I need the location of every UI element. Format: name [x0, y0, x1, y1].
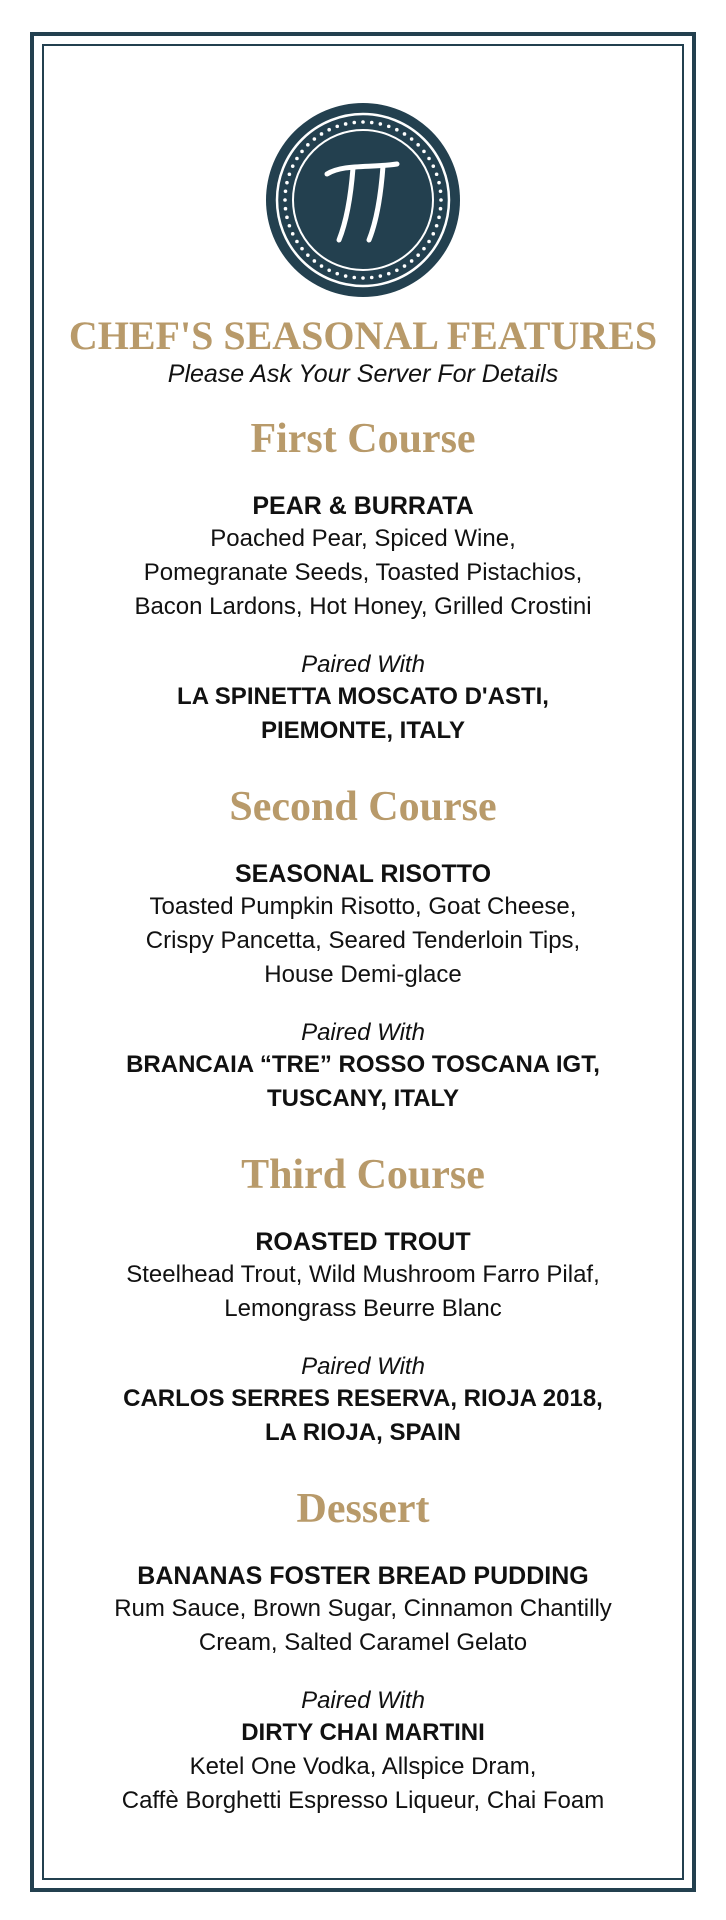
logo-dot	[403, 264, 407, 268]
logo-dot	[313, 259, 317, 263]
description-line: Caffè Borghetti Espresso Liqueur, Chai Foam	[121, 1787, 605, 1814]
menu-header	[42, 314, 684, 388]
logo-dot	[352, 276, 356, 280]
dish-name: SEASONAL RISOTTO	[234, 860, 492, 888]
logo-dot	[313, 137, 317, 141]
logo-dot	[335, 125, 339, 129]
course-second	[42, 782, 684, 1116]
dish-name: BANANAS FOSTER BREAD PUDDING	[137, 1562, 589, 1590]
logo-dot	[288, 224, 292, 228]
description-line: Pomegranate Seeds, Toasted Pistachios,	[143, 559, 583, 586]
dish-name: ROASTED TROUT	[255, 1228, 471, 1256]
logo-dot	[344, 122, 348, 126]
logo-dot	[437, 216, 441, 220]
logo-dot	[370, 121, 374, 125]
logo-dot	[288, 172, 292, 176]
wine-pairing	[42, 1382, 684, 1450]
course-heading: Dessert	[296, 1486, 430, 1532]
logo-dot	[427, 240, 431, 244]
description-line: Toasted Pumpkin Risotto, Goat Cheese,	[149, 893, 577, 920]
logo-dot	[285, 216, 289, 220]
logo-dot	[431, 232, 435, 236]
wine-line: TUSCANY, ITALY	[266, 1085, 460, 1112]
logo-dot	[320, 132, 324, 136]
logo-dot	[284, 207, 288, 211]
wine-line: BRANCAIA “TRE” ROSSO TOSCANA IGT,	[126, 1051, 600, 1078]
page-title: CHEF'S SEASONAL FEATURES	[68, 313, 658, 358]
page-subtitle: Please Ask Your Server For Details	[167, 360, 559, 388]
logo-dot	[370, 276, 374, 280]
logo-dot	[284, 189, 288, 193]
logo-dot	[416, 253, 420, 257]
menu-content	[42, 44, 684, 1880]
logo-dot	[395, 268, 399, 272]
logo-dot	[379, 274, 383, 278]
logo-dot	[410, 259, 414, 263]
logo-dot	[320, 264, 324, 268]
cocktail-description	[42, 1750, 684, 1818]
paired-with-label: Paired With	[301, 1019, 425, 1046]
logo-dot	[295, 240, 299, 244]
logo-dot	[300, 247, 304, 251]
logo-dot	[361, 120, 365, 124]
course-first	[42, 414, 684, 748]
description-line: House Demi-glace	[264, 961, 462, 988]
logo-dot	[300, 150, 304, 154]
description-line: Ketel One Vodka, Allspice Dram,	[189, 1753, 537, 1780]
logo-dot	[352, 121, 356, 125]
logo-dot	[295, 157, 299, 161]
description-line: Rum Sauce, Brown Sugar, Cinnamon Chantilly	[114, 1595, 612, 1622]
logo-dot	[439, 207, 443, 211]
logo-dot	[291, 232, 295, 236]
logo-dot	[327, 268, 331, 272]
description-line: Poached Pear, Spiced Wine,	[210, 525, 516, 552]
wine-pairing	[42, 1716, 684, 1750]
paired-with-label: Paired With	[301, 1353, 425, 1380]
logo-dot	[410, 137, 414, 141]
description-line: Steelhead Trout, Wild Mushroom Farro Pilaf,	[126, 1261, 600, 1288]
description-line: Cream, Salted Caramel Gelato	[198, 1629, 528, 1656]
logo-dot	[387, 125, 391, 129]
dish-name: PEAR & BURRATA	[252, 492, 474, 520]
dish-description	[42, 890, 684, 992]
paired-with-label: Paired With	[301, 651, 425, 678]
logo-dot	[439, 198, 443, 202]
description-line: Crispy Pancetta, Seared Tenderloin Tips,	[145, 927, 581, 954]
logo-dot	[422, 247, 426, 251]
dish-description	[42, 1592, 684, 1660]
logo-dot	[335, 272, 339, 276]
logo-dot	[283, 198, 287, 202]
logo-dot	[395, 128, 399, 132]
wine-line: DIRTY CHAI MARTINI	[241, 1719, 485, 1746]
logo-dot	[437, 181, 441, 185]
paired-with-label: Paired With	[301, 1687, 425, 1714]
logo-dot	[361, 276, 365, 280]
logo-dot	[439, 189, 443, 193]
logo-dot	[306, 143, 310, 147]
wine-line: CARLOS SERRES RESERVA, RIOJA 2018,	[123, 1385, 603, 1412]
logo-dot	[431, 164, 435, 168]
course-third	[42, 1150, 684, 1450]
description-line: Lemongrass Beurre Blanc	[224, 1295, 502, 1322]
logo-dot	[327, 128, 331, 132]
tt-monogram-logo-icon	[265, 102, 461, 298]
dish-description	[42, 1258, 684, 1326]
dish-description	[42, 522, 684, 624]
course-dessert	[42, 1484, 684, 1818]
course-heading: Second Course	[229, 784, 497, 830]
logo-dot	[435, 224, 439, 228]
description-line: Bacon Lardons, Hot Honey, Grilled Crostini	[134, 593, 592, 620]
wine-line: LA RIOJA, SPAIN	[264, 1419, 462, 1446]
wine-line: PIEMONTE, ITALY	[260, 717, 466, 744]
logo-dot	[416, 143, 420, 147]
logo-dot	[435, 172, 439, 176]
wine-pairing	[42, 680, 684, 748]
logo-dot	[285, 181, 289, 185]
logo-dot	[422, 150, 426, 154]
course-heading: Third Course	[241, 1152, 485, 1198]
course-heading: First Course	[250, 416, 476, 462]
logo-dot	[306, 253, 310, 257]
logo-dot	[379, 122, 383, 126]
logo-dot	[291, 164, 295, 168]
logo-dot	[387, 272, 391, 276]
wine-pairing	[42, 1048, 684, 1116]
logo-dot	[344, 274, 348, 278]
wine-line: LA SPINETTA MOSCATO D'ASTI,	[177, 683, 549, 710]
logo-dot	[403, 132, 407, 136]
logo-dot	[427, 157, 431, 161]
